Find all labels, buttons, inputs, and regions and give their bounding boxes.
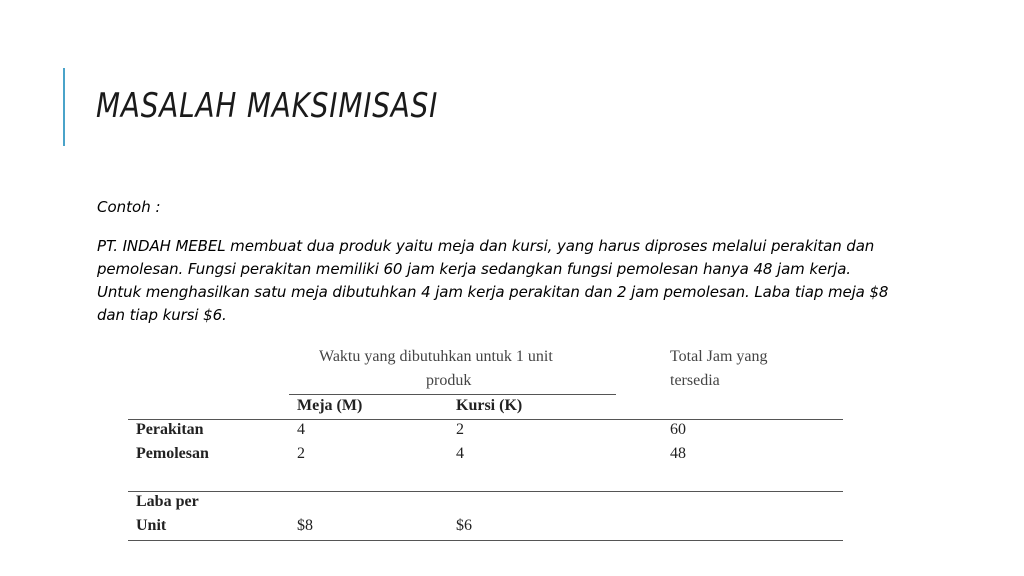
cell-pemolesan-meja: 2 [297, 445, 305, 462]
example-label: Contoh : [97, 198, 161, 216]
cell-perakitan-kursi: 2 [456, 421, 464, 438]
cell-pemolesan-total: 48 [670, 445, 686, 462]
cell-perakitan-total: 60 [670, 421, 686, 438]
title-accent-bar [63, 68, 65, 146]
total-header-line2: tersedia [670, 372, 720, 389]
data-table [128, 340, 843, 545]
row-label-pemolesan: Pemolesan [136, 445, 209, 462]
cell-profit-kursi: $6 [456, 517, 472, 534]
row-label-perakitan: Perakitan [136, 421, 204, 438]
profit-label-line2: Unit [136, 517, 167, 534]
header-bottom-rule [128, 419, 843, 420]
table-bottom-rule [128, 540, 843, 541]
profit-label-line1: Laba per [136, 493, 199, 510]
profit-top-rule [128, 491, 843, 492]
header-group-line2: produk [426, 372, 472, 389]
cell-pemolesan-kursi: 4 [456, 445, 464, 462]
cell-perakitan-meja: 4 [297, 421, 305, 438]
col-header-meja: Meja (M) [297, 397, 363, 414]
col-header-kursi: Kursi (K) [456, 397, 523, 414]
header-group-line1: Waktu yang dibutuhkan untuk 1 unit [319, 348, 553, 365]
problem-paragraph: PT. INDAH MEBEL membuat dua produk yaitu meja dan kursi, yang harus diproses melalui perakitan dan pemolesan. Fungsi perakitan memiliki 60 jam kerja sedangkan fungsi pemolesan hanya 48 jam kerja. Untuk menghasilkan satu meja dibutuhkan 4 jam kerja perakitan dan 2 jam pemolesan. Laba tiap meja $8 dan tiap kursi $6. [97, 237, 889, 324]
slide-title: MASALAH MAKSIMISASI [96, 86, 439, 126]
header-group-rule [289, 394, 616, 395]
total-header-line1: Total Jam yang [670, 348, 768, 365]
cell-profit-meja: $8 [297, 517, 313, 534]
